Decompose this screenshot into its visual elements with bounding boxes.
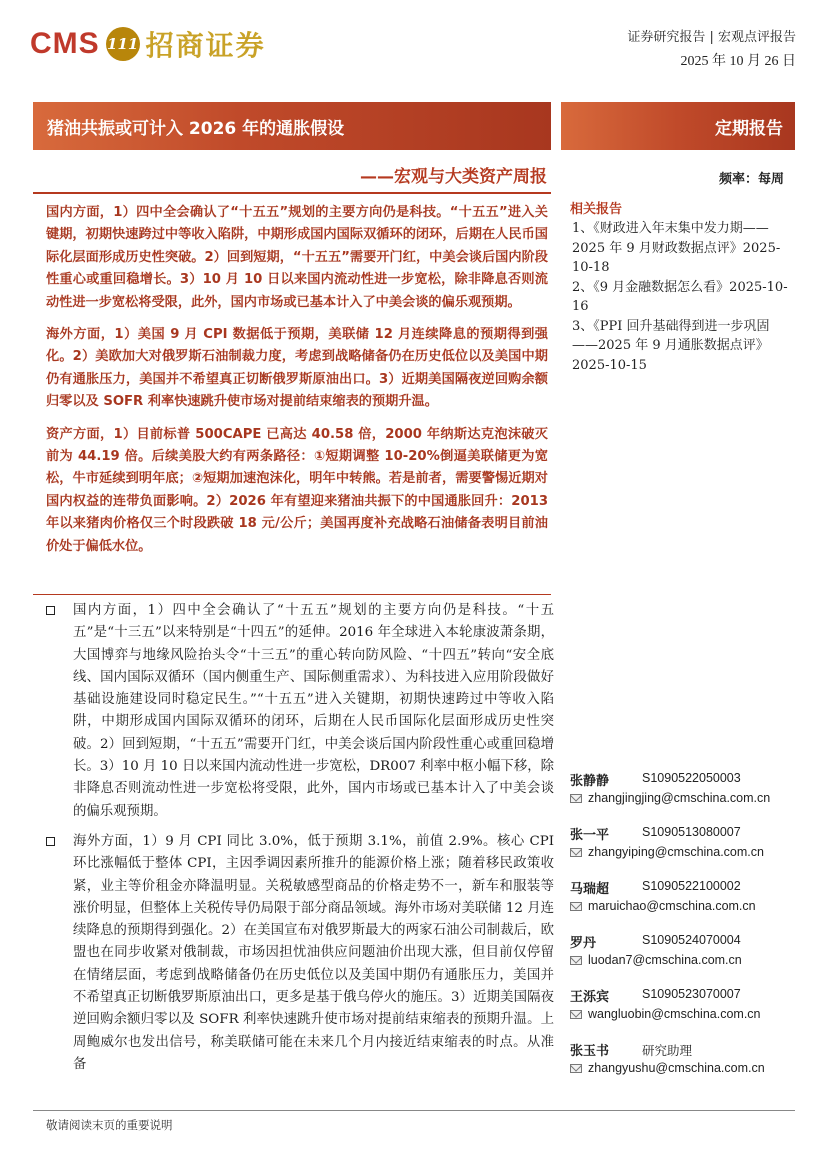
analyst-certificate: S1090524070004 — [642, 933, 741, 947]
analyst-email-link[interactable] — [570, 899, 756, 913]
report-category: 定期报告 — [715, 119, 783, 139]
logo-company-name: 招商证券 — [145, 29, 266, 62]
summary-paragraph-domestic: 国内方面，1）四中全会确认了“十五五”规划的主要方向仍是科技。“十五五”进入关键期，初期快速跨过中等收入陷阱，中期形成国内国际双循环的闭环，后期在人民币国际化层面形成历史性突破。2）回到短期，“十五五”需要开门红，中美会谈后国内阶段性重心或重回稳增长。3）10 月 10 日以来国内流动性进一步宽松，除非降息否则流动性进一步宽松将受限，此外，国内市场或已基本计入了中美会谈的偏乐观预期。 — [46, 205, 548, 310]
analyst-email: luodan7@cmschina.com.cn — [588, 953, 742, 967]
analyst-name: 马瑞超 — [570, 882, 610, 897]
analyst-entry — [570, 986, 800, 1040]
logo-badge-icon: 111 — [106, 27, 140, 61]
related-report-link[interactable]: 3、《PPI 回升基础得到进一步巩固——2025 年 9 月通胀数据点评》2025-10-15 — [572, 318, 770, 373]
mail-icon — [570, 902, 582, 911]
related-reports-heading: 相关报告 — [570, 202, 623, 217]
analyst-entry — [570, 770, 800, 824]
logo-latin-text: CMS — [30, 27, 100, 60]
analyst-email: wangluobin@cmschina.com.cn — [588, 1007, 761, 1021]
mail-icon — [570, 1010, 582, 1019]
analyst-list — [570, 770, 800, 1094]
body-paragraph: 国内方面，1）四中全会确认了“十五五”规划的主要方向仍是科技。“十五五”是“十三五”以来特别是“十四五”的延伸。2016 年全球进入本轮康波萧条期，大国博弈与地缘风险抬头令“十三五”的重心转向防风险、“十四五”转向“安全底线、国内国际双循环（国内侧重生产、国际侧重需求）、为科技进入应用阶段做好基础设施建设同时稳定民生。”“十五五”进入关键期，初期快速跨过中等收入陷阱，中期形成国内国际双循环的闭环，后期在人民币国际化层面形成历史性突破。2）回到短期，“十五五”需要开门红，中美会谈后国内阶段性重心或重回稳增长。3）10 月 10 日以来国内流动性进一步宽松，DR007 利率中枢小幅下移，除非降息否则流动性进一步宽松将受限，此外，国内市场或已基本计入了中美会谈的偏乐观预期。 — [73, 603, 554, 819]
body-paragraph: 海外方面，1）9 月 CPI 同比 3.0%，低于预期 3.1%，前值 2.9%。核心 CPI 环比涨幅低于整体 CPI，主因季调因素所推升的能源价格上涨；随着移民政策收紧，业主等价租金亦降温明显。关税敏感型商品的价格走势不一，新车和服装等涨价明显，但整体上关税传导仍局限于部分商品领域。海外市场对美联储 12 月连续降息的预期得到强化。2）在美国宣布对俄罗斯最大的两家石油公司制裁后，欧盟也在同步收紧对俄制裁，市场因担忧油供应问题油价出现大涨，但目前仅停留在情绪层面，考虑到战略储备仍在历史低位以及美国中期仍有通胀压力，美国并不希望真正切断俄罗斯原油出口，更多是基于俄乌停火的施压。3）近期美国隔夜逆回购余额归零以及 SOFR 利率快速跳升使市场对提前结束缩表的预期升温。上周鲍威尔也发出信号，称美联储可能在未来几个月内接近结束缩表的时点。从准备 — [73, 833, 554, 1072]
analyst-entry — [570, 878, 800, 932]
summary-paragraph-overseas: 海外方面，1）美国 9 月 CPI 数据低于预期，美联储 12 月连续降息的预期得到强化。2）美欧加大对俄罗斯石油制裁力度，考虑到战略储备仍在历史低位以及美国中期仍有通胀压力，美国并不希望真正切断俄罗斯原油出口。3）近期美国隔夜逆回购余额归零以及 SOFR 利率快速跳升使市场对提前结束缩表的预期升温。 — [46, 327, 548, 410]
page-header — [0, 0, 826, 90]
analyst-certificate: S1090522100002 — [642, 879, 741, 893]
analyst-entry — [570, 824, 800, 878]
page-subtitle: ——宏观与大类资产周报 — [360, 167, 547, 187]
analyst-email-link[interactable] — [570, 791, 770, 805]
footer-disclaimer: 敬请阅读末页的重要说明 — [46, 1118, 173, 1132]
report-type: 证券研究报告 | 宏观点评报告 — [627, 30, 796, 45]
page-title: 猪油共振或可计入 2026 年的通胀假设 — [47, 119, 345, 139]
body-bullet-overseas — [46, 831, 554, 1076]
analyst-email-link[interactable] — [570, 845, 764, 859]
report-frequency: 频率：每周 — [718, 172, 784, 187]
summary-paragraph-assets: 资产方面，1）目前标普 500CAPE 已高达 40.58 倍，2000 年纳斯达克泡沫破灭前为 44.19 倍。后续美股大约有两条路径：①短期调整 10-20%倒逼美联储更为宽松，牛市延续到明年底；②短期加速泡沫化，明年中转熊。若是前者，需要警惕近期对国内权益的连带负面影响。2）2026 年有望迎来猪油共振下的中国通胀回升：2013 年以来猪肉价格仅三个时段跌破 18 元/公斤；美国再度补充战略石油储备表明目前油价处于偏低水位。 — [46, 426, 548, 554]
analyst-certificate: S1090513080007 — [642, 825, 741, 839]
body-section — [46, 600, 554, 1084]
analyst-name: 罗丹 — [570, 936, 597, 951]
analyst-certificate: S1090522050003 — [642, 771, 741, 785]
analyst-email: maruichao@cmschina.com.cn — [588, 899, 756, 913]
analyst-name: 张一平 — [570, 828, 610, 843]
mail-icon — [570, 848, 582, 857]
analyst-entry — [570, 932, 800, 986]
company-logo — [30, 22, 266, 66]
analyst-email: zhangyushu@cmschina.com.cn — [588, 1061, 765, 1075]
analyst-email-link[interactable] — [570, 1061, 765, 1075]
summary-bottom-divider — [33, 594, 551, 595]
report-date: 2025 年 10 月 26 日 — [680, 54, 796, 69]
related-report-link[interactable]: 2、《9 月金融数据怎么看》2025-10-16 — [572, 279, 788, 314]
mail-icon — [570, 794, 582, 803]
square-bullet-icon — [46, 837, 55, 846]
square-bullet-icon — [46, 606, 55, 615]
summary-section — [46, 202, 548, 568]
analyst-email-link[interactable] — [570, 953, 742, 967]
body-bullet-domestic — [46, 600, 554, 823]
analyst-certificate: S1090523070007 — [642, 987, 741, 1001]
summary-top-divider — [33, 192, 551, 194]
title-banner — [33, 102, 551, 150]
footer-divider — [33, 1110, 795, 1111]
related-report-link[interactable]: 1、《财政进入年末集中发力期——2025 年 9 月财政数据点评》2025-10-18 — [572, 221, 781, 275]
related-reports-list — [572, 219, 792, 375]
analyst-name: 张静静 — [570, 774, 610, 789]
analyst-email-link[interactable] — [570, 1007, 761, 1021]
analyst-email: zhangyiping@cmschina.com.cn — [588, 845, 764, 859]
report-category-banner — [561, 102, 795, 150]
analyst-email: zhangjingjing@cmschina.com.cn — [588, 791, 771, 805]
analyst-name: 张玉书 — [570, 1044, 610, 1059]
mail-icon — [570, 956, 582, 965]
mail-icon — [570, 1064, 582, 1073]
analyst-name: 王泺宾 — [570, 990, 610, 1005]
analyst-role: 研究助理 — [642, 1044, 693, 1058]
analyst-entry — [570, 1040, 800, 1094]
